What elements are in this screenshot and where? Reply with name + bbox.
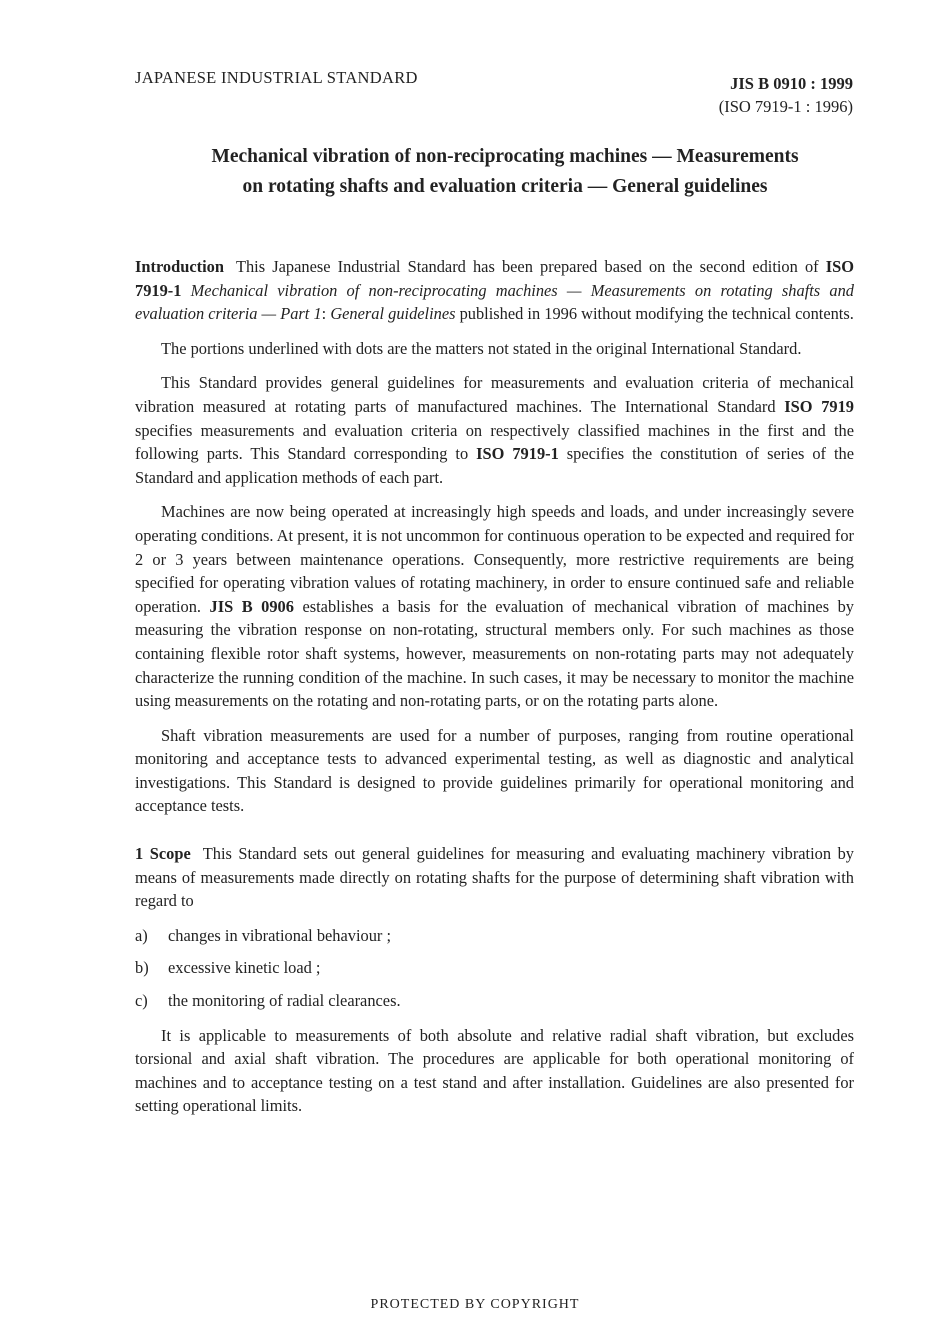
standard-number: JIS B 0910 : 1999 <box>730 74 853 93</box>
scope-section <box>135 842 854 1118</box>
intro-paragraph-5: Shaft vibration measurements are used for a number of purposes, ranging from routine operational monitoring and acceptance tests to advanced experimental testing, as well as diagnostic and analytical investigations. This Standard is designed to provide guidelines primarily for operational monitoring and acceptance tests. <box>135 725 854 816</box>
document-title <box>100 142 910 202</box>
list-item <box>135 989 854 1013</box>
list-marker: c) <box>135 991 148 1011</box>
intro-paragraph-3: This Standard provides general guidelines for measurements and evaluation criteria of mechanical vibration measured at rotating parts of manufactured machines. The International Standard ISO 7919 specifies measurements and evaluation criteria on respectively classified machines in the first and the following parts. This Standard corresponding to ISO 7919-1 specifies the constitution of series of the Standard and application methods of each part. <box>135 373 854 487</box>
list-item <box>135 956 854 980</box>
iso-reference: (ISO 7919-1 : 1996) <box>718 97 853 116</box>
document-body <box>135 255 854 1129</box>
standard-type-label: JAPANESE INDUSTRIAL STANDARD <box>135 68 418 87</box>
list-item <box>135 924 854 948</box>
standard-number-block <box>719 72 853 118</box>
title-line-2: on rotating shafts and evaluation criteria — General guidelines <box>242 176 768 197</box>
list-text: changes in vibrational behaviour ; <box>168 925 392 945</box>
scope-paragraph-1: 1 Scope This Standard sets out general guidelines for measuring and evaluating machinery vibration by means of measurements made directly on rotating shafts for the purpose of determining shaft vibration with regard to <box>135 844 854 911</box>
list-text: the monitoring of radial clearances. <box>168 991 401 1011</box>
list-marker: b) <box>135 958 149 978</box>
intro-paragraph-4: Machines are now being operated at increasingly high speeds and loads, and under increasingly severe operating conditions. At present, it is not uncommon for continuous operation to be expected and required for 2 or 3 years between maintenance operations. Consequently, more restrictive requirements are being specified for operating vibration values of rotating machinery, in order to ensure continued safe and reliable operation. JIS B 0906 establishes a basis for the evaluation of mechanical vibration of machines by measuring the vibration response on non-rotating, structural members only. For such machines as those containing flexible rotor shaft systems, however, measurements on non-rotating parts may not adequately characterize the running condition of the machine. In such cases, it may be necessary to monitor the machine using measurements on the rotating and non-rotating parts, or on the rotating parts alone. <box>135 502 854 711</box>
scope-paragraph-2: It is applicable to measurements of both absolute and relative radial shaft vibration, but excludes torsional and axial shaft vibration. The procedures are applicable for both operational monitoring of machines and to acceptance testing on a test stand and after installation. Guidelines are also presented for setting operational limits. <box>135 1025 854 1116</box>
copyright-footer: PROTECTED BY COPYRIGHT <box>370 1297 580 1312</box>
list-marker: a) <box>135 925 148 945</box>
scope-heading: 1 Scope <box>135 844 191 864</box>
introduction-heading: Introduction <box>135 257 224 276</box>
scope-list <box>135 924 854 1013</box>
list-text: excessive kinetic load ; <box>168 958 321 978</box>
intro-paragraph-1: Introduction This Japanese Industrial Standard has been prepared based on the second edition of ISO 7919-1 Mechanical vibration of non-reciprocating machines — Measurements on rotating shafts and evaluation criteria — Part 1: General guidelines published in 1996 without modifying the technical contents. <box>135 257 854 324</box>
title-line-1: Mechanical vibration of non-reciprocating machines — Measurements <box>211 146 799 167</box>
intro-paragraph-2: The portions underlined with dots are the matters not stated in the original International Standard. <box>161 338 802 358</box>
